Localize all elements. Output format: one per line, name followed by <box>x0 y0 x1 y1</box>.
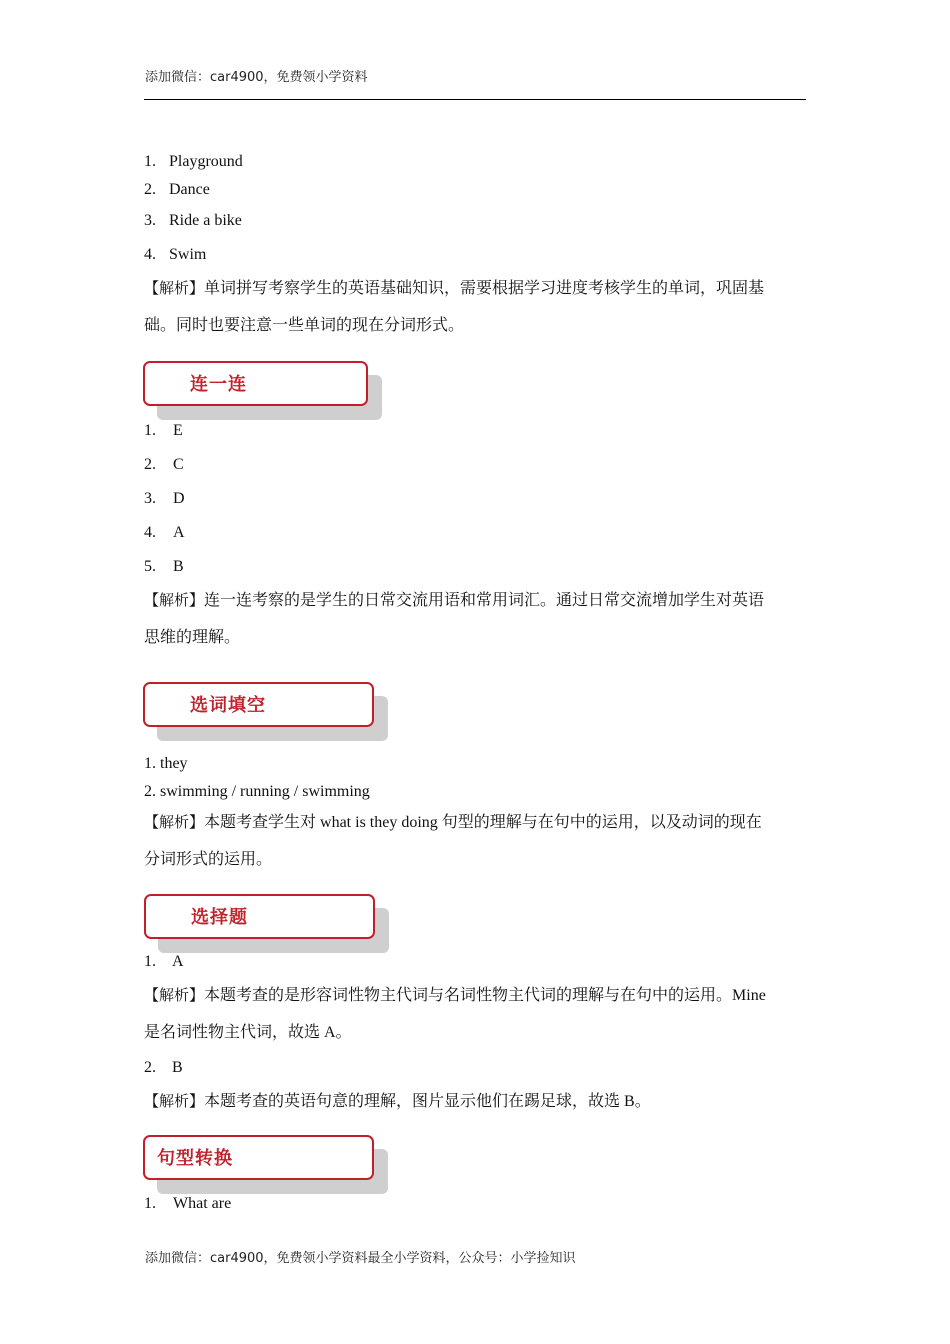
list-item: 1. E <box>144 422 183 439</box>
list-item: 3. Ride a bike <box>144 212 242 229</box>
section-title: 连一连 <box>190 374 247 395</box>
section-title: 选词填空 <box>190 695 266 716</box>
list-item: 2. swimming / running / swimming <box>144 783 370 800</box>
section-heading-choice <box>144 894 375 939</box>
list-item: 2. C <box>144 456 184 473</box>
analysis-paragraph: 【解析】连一连考察的是学生的日常交流用语和常用词汇。通过日常交流增加学生对英语 思维的理解。 <box>144 591 765 646</box>
list-item: 1. What are <box>144 1195 232 1212</box>
section-heading-matching <box>143 361 368 406</box>
header-divider <box>144 99 806 100</box>
section-title: 句型转换 <box>157 1148 233 1169</box>
list-item: 5. B <box>144 558 184 575</box>
analysis-paragraph: 【解析】本题考查的英语句意的理解，图片显示他们在踢足球，故选 B。 <box>144 1092 651 1110</box>
list-item: 3. D <box>144 490 185 507</box>
section-title: 选择题 <box>191 907 248 928</box>
list-item: 1. they <box>144 755 188 772</box>
section-heading-transform <box>143 1135 374 1180</box>
list-item: 1. A <box>144 953 184 970</box>
page-header-text: 添加微信：car4900，免费领小学资料 <box>145 70 368 85</box>
analysis-paragraph: 【解析】单词拼写考察学生的英语基础知识，需要根据学习进度考核学生的单词，巩固基 础。同时也要注意一些单词的现在分词形式。 <box>144 279 765 334</box>
analysis-paragraph: 【解析】本题考查学生对 what is they doing 句型的理解与在句中的运用，以及动词的现在 分词形式的运用。 <box>144 813 762 868</box>
list-item: 4. A <box>144 524 185 541</box>
analysis-paragraph: 【解析】本题考查的是形容词性物主代词与名词性物主代词的理解与在句中的运用。Mine 是名词性物主代词，故选 A。 <box>144 986 766 1041</box>
list-item: 2. B <box>144 1059 183 1076</box>
list-item: 4. Swim <box>144 246 207 263</box>
page-footer-text: 添加微信：car4900，免费领小学资料最全小学资料，公众号：小学捡知识 <box>145 1251 576 1266</box>
list-item: 1. Playground <box>144 153 243 170</box>
list-item: 2. Dance <box>144 181 210 198</box>
section-heading-fill <box>143 682 374 727</box>
